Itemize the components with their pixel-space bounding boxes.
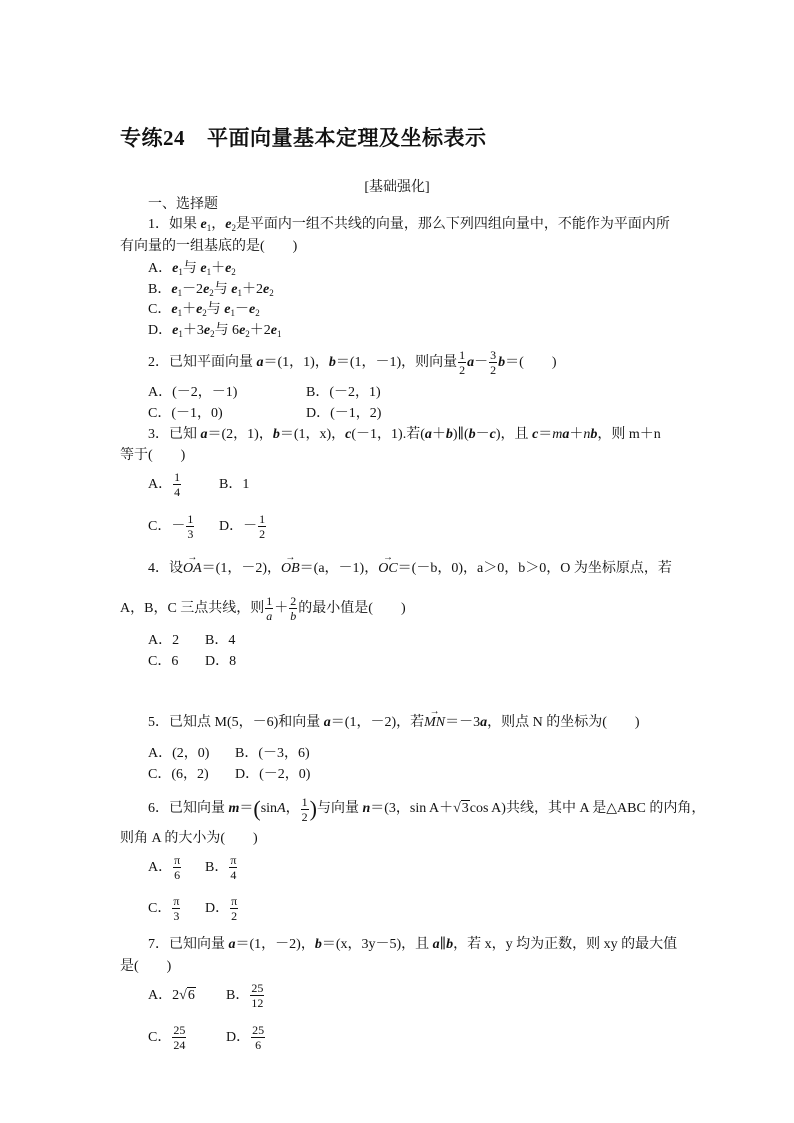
q3-option-c: C．－ $\frac{1}{3}$: [148, 512, 194, 542]
q7-stem-cont: 是( ): [120, 959, 172, 974]
q1-option-c: C．$e_1+e_2$与 $e_1-e_2$: [148, 302, 260, 318]
q4-option-c: C．6: [148, 654, 179, 669]
q2-stem: 2．已知平面向量 a＝(1，1)，b＝(1，－1)，则向量 $\frac{1}{2}$ a－ $\frac{3}{2}$ b＝( ): [148, 348, 557, 378]
q3-option-b: B．1: [219, 477, 250, 492]
q3-option-d: D．－ $\frac{1}{2}$: [219, 512, 266, 542]
q6-option-b: B． $\frac{\pi}{4}$: [205, 853, 237, 883]
q1-stem: 1．如果 $e_1$，$e_2$是平面内一组不共线的向量，那么下列四组向量中，不能作为平面内所: [148, 217, 670, 233]
q3-option-a: A． $\frac{1}{4}$: [148, 470, 181, 500]
q4-option-b: B．4: [205, 633, 236, 648]
q6-option-a: A． $\frac{\pi}{6}$: [148, 853, 181, 883]
q1-option-d: D．$e_1+3e_2$与 $6e_2+2e_1$: [148, 323, 282, 339]
q5-option-d: D．(－2，0): [235, 767, 311, 782]
q4-option-a: A．2: [148, 633, 180, 648]
q7-option-b: B． $\frac{25}{12}$: [226, 981, 264, 1011]
q2-option-d: D．(－1，2): [306, 406, 382, 421]
page-title: 专练24 平面向量基本定理及坐标表示: [120, 126, 487, 150]
q1-option-b: B．$e_1-2e_2$与 $e_1+2e_2$: [148, 282, 274, 298]
q7-option-a: A．2√6: [148, 988, 195, 1003]
q1-option-a: A．$e_1$与 $e_1+e_2$: [148, 261, 236, 277]
q6-stem: 6．已知向量 m＝(sinA， $\frac{1}{2}$ )与向量 n＝(3，sin A＋√3cos A)共线，其中 A 是△ABC 的内角，: [148, 794, 706, 824]
q2-option-c: C．(－1，0): [148, 406, 223, 421]
q1-stem-cont: 有向量的一组基底的是( ): [120, 239, 298, 254]
q2-option-a: A．(－2，－1): [148, 385, 238, 400]
q2-option-b: B．(－2，1): [306, 385, 381, 400]
q7-option-d: D． $\frac{25}{6}$: [226, 1023, 265, 1053]
section-heading: [基础强化]: [364, 180, 430, 195]
q4-stem-cont: A，B，C 三点共线，则 $\frac{1}{a}$ ＋ $\frac{2}{b}$ 的最小值是( ): [120, 594, 406, 624]
q4-option-d: D．8: [205, 654, 237, 669]
part-heading: 一、选择题: [148, 197, 218, 212]
q7-option-c: C． $\frac{25}{24}$: [148, 1023, 186, 1053]
q3-stem: 3．已知 a＝(2，1)，b＝(1，x)，c(－1，1).若(a＋b)∥(b－c)，且 c＝ma＋nb，则 m＋n: [148, 427, 661, 442]
q4-stem: 4．设→ OA＝(1，－2)，→ OB＝(a，－1)，→ OC＝(－b，0)，a＞0，b＞0，O 为坐标原点，若: [148, 560, 672, 578]
q6-option-c: C． $\frac{\pi}{3}$: [148, 894, 180, 924]
q5-option-b: B．(－3，6): [235, 746, 310, 761]
q5-option-c: C．(6，2): [148, 767, 209, 782]
q5-option-a-line: A．(2，0): [148, 746, 210, 761]
q3-stem-cont: 等于( ): [120, 448, 186, 463]
q5-stem: 5．已知点 M(5，－6)和向量 a＝(1，－2)，若→ MN＝－3a，则点 N 的坐标为( ): [148, 714, 640, 732]
q6-option-d: D． $\frac{\pi}{2}$: [205, 894, 238, 924]
q7-stem: 7．已知向量 a＝(1，－2)，b＝(x，3y－5)，且 a∥b，若 x，y 均为正数，则 xy 的最大值: [148, 937, 678, 952]
q6-stem-cont: 则角 A 的大小为( ): [120, 831, 258, 846]
